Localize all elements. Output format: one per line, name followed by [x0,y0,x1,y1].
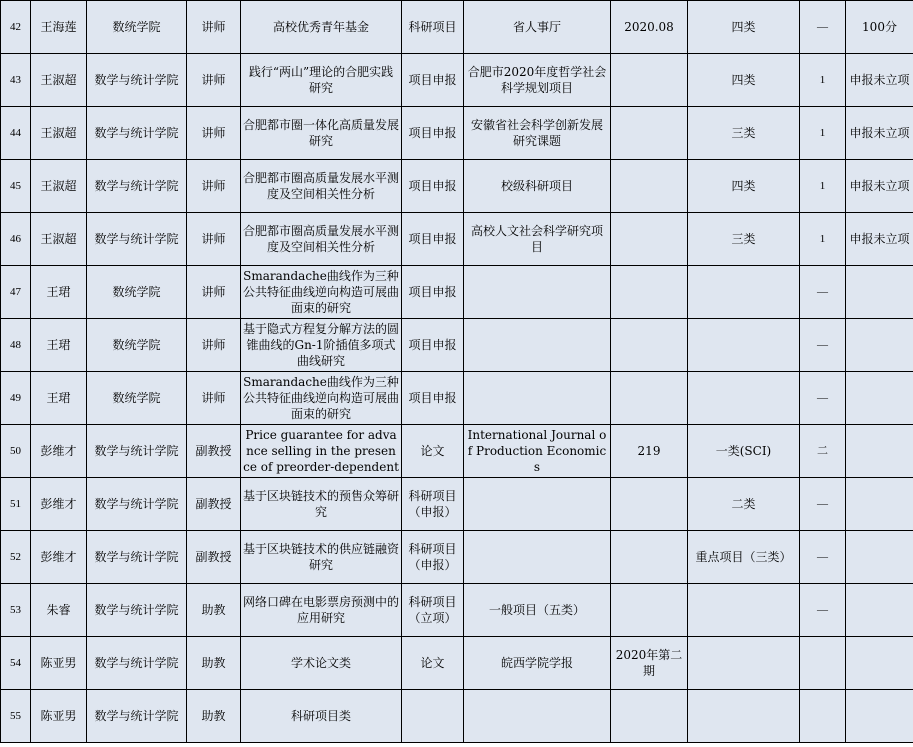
cell-source [464,372,611,425]
cell-level [688,584,800,637]
cell-remark [846,531,913,584]
cell-date [611,584,688,637]
cell-no: 48 [1,319,31,372]
cell-date [611,319,688,372]
cell-date: 2020.08 [611,1,688,54]
cell-project: 基于区块链技术的预售众筹研究 [241,478,402,531]
table-row [1,107,913,160]
cell-college: 数学与统计学院 [87,107,187,160]
cell-title: 讲师 [187,266,241,319]
cell-no: 47 [1,266,31,319]
cell-level [688,319,800,372]
cell-type: 科研项目（申报） [402,531,464,584]
table-row [1,319,913,372]
cell-type: 科研项目（立项） [402,584,464,637]
cell-college: 数学与统计学院 [87,531,187,584]
cell-name: 王淑超 [31,213,87,266]
cell-count [800,637,846,690]
cell-college: 数学与统计学院 [87,425,187,478]
cell-date [611,266,688,319]
table-row [1,372,913,425]
cell-type [402,690,464,743]
cell-level [688,637,800,690]
cell-date [611,690,688,743]
cell-project: 科研项目类 [241,690,402,743]
cell-date: 219 [611,425,688,478]
cell-source [464,690,611,743]
cell-date [611,213,688,266]
cell-level: 四类 [688,1,800,54]
table-row [1,637,913,690]
cell-name: 王珺 [31,266,87,319]
cell-name: 陈亚男 [31,637,87,690]
table-row [1,478,913,531]
cell-project: 合肥都市圈一体化高质量发展研究 [241,107,402,160]
cell-college: 数学与统计学院 [87,478,187,531]
cell-level: 三类 [688,213,800,266]
cell-college: 数学与统计学院 [87,160,187,213]
cell-level: 四类 [688,160,800,213]
cell-count: — [800,478,846,531]
cell-type: 项目申报 [402,213,464,266]
cell-remark: 申报未立项 [846,160,913,213]
cell-type: 项目申报 [402,372,464,425]
cell-title: 讲师 [187,160,241,213]
cell-date: 2020年第二期 [611,637,688,690]
cell-title: 助教 [187,584,241,637]
table-row [1,213,913,266]
table-row [1,1,913,54]
cell-count: 1 [800,107,846,160]
cell-date [611,478,688,531]
cell-remark [846,266,913,319]
cell-project: 基于区块链技术的供应链融资研究 [241,531,402,584]
cell-no: 52 [1,531,31,584]
cell-project: 践行“两山”理论的合肥实践研究 [241,54,402,107]
cell-name: 王珺 [31,319,87,372]
cell-college: 数统学院 [87,266,187,319]
cell-name: 王淑超 [31,160,87,213]
cell-project: 学术论文类 [241,637,402,690]
cell-college: 数学与统计学院 [87,584,187,637]
cell-remark [846,372,913,425]
cell-count: — [800,531,846,584]
cell-title: 副教授 [187,478,241,531]
cell-project: 高校优秀青年基金 [241,1,402,54]
cell-level: 三类 [688,107,800,160]
cell-count: — [800,584,846,637]
cell-count [800,690,846,743]
cell-level: 四类 [688,54,800,107]
cell-name: 彭维才 [31,478,87,531]
cell-date [611,54,688,107]
cell-type: 项目申报 [402,54,464,107]
cell-project: 基于隐式方程复分解方法的圆锥曲线的Gn-1阶插值多项式曲线研究 [241,319,402,372]
cell-count: 二 [800,425,846,478]
cell-level: 二类 [688,478,800,531]
cell-project: 合肥都市圈高质量发展水平测度及空间相关性分析 [241,160,402,213]
table-row [1,160,913,213]
cell-source [464,478,611,531]
cell-college: 数统学院 [87,1,187,54]
cell-count: — [800,1,846,54]
cell-no: 46 [1,213,31,266]
cell-source: 校级科研项目 [464,160,611,213]
cell-count: 1 [800,54,846,107]
cell-title: 助教 [187,637,241,690]
cell-source: 高校人文社会科学研究项目 [464,213,611,266]
cell-no: 44 [1,107,31,160]
cell-no: 43 [1,54,31,107]
cell-title: 讲师 [187,372,241,425]
cell-source: 一般项目（五类） [464,584,611,637]
cell-source: International Journal of Production Economics [464,425,611,478]
cell-title: 讲师 [187,213,241,266]
table-row [1,584,913,637]
cell-remark: 申报未立项 [846,54,913,107]
cell-remark: 申报未立项 [846,213,913,266]
cell-no: 45 [1,160,31,213]
cell-source: 省人事厅 [464,1,611,54]
cell-college: 数统学院 [87,372,187,425]
cell-title: 讲师 [187,54,241,107]
table-row [1,690,913,743]
cell-no: 42 [1,1,31,54]
cell-remark: 申报未立项 [846,107,913,160]
cell-title: 讲师 [187,1,241,54]
cell-level [688,266,800,319]
cell-type: 论文 [402,425,464,478]
cell-no: 51 [1,478,31,531]
cell-source: 皖西学院学报 [464,637,611,690]
cell-project: Smarandache曲线作为三种公共特征曲线逆向构造可展曲面束的研究 [241,372,402,425]
cell-name: 王淑超 [31,54,87,107]
cell-no: 50 [1,425,31,478]
table-row [1,54,913,107]
cell-title: 讲师 [187,107,241,160]
cell-level [688,690,800,743]
cell-level: 一类(SCI) [688,425,800,478]
cell-remark [846,584,913,637]
cell-no: 54 [1,637,31,690]
cell-title: 副教授 [187,531,241,584]
table-row [1,531,913,584]
cell-remark [846,690,913,743]
cell-title: 助教 [187,690,241,743]
cell-title: 讲师 [187,319,241,372]
cell-remark [846,637,913,690]
cell-count: — [800,372,846,425]
cell-remark [846,319,913,372]
cell-name: 彭维才 [31,531,87,584]
table-row [1,425,913,478]
cell-name: 朱睿 [31,584,87,637]
cell-type: 科研项目（申报） [402,478,464,531]
cell-type: 项目申报 [402,266,464,319]
cell-college: 数学与统计学院 [87,690,187,743]
cell-project: Smarandache曲线作为三种公共特征曲线逆向构造可展曲面束的研究 [241,266,402,319]
cell-type: 科研项目 [402,1,464,54]
cell-project: 合肥都市圈高质量发展水平测度及空间相关性分析 [241,213,402,266]
cell-level [688,372,800,425]
cell-count: 1 [800,213,846,266]
cell-remark [846,478,913,531]
cell-college: 数统学院 [87,319,187,372]
cell-project: Price guarantee for advance selling in the presence of preorder-dependent [241,425,402,478]
cell-title: 副教授 [187,425,241,478]
cell-type: 项目申报 [402,319,464,372]
cell-project: 网络口碑在电影票房预测中的应用研究 [241,584,402,637]
cell-college: 数学与统计学院 [87,213,187,266]
cell-count: 1 [800,160,846,213]
cell-college: 数学与统计学院 [87,54,187,107]
cell-no: 49 [1,372,31,425]
cell-source [464,266,611,319]
cell-source: 安徽省社会科学创新发展研究课题 [464,107,611,160]
cell-date [611,531,688,584]
cell-level: 重点项目（三类） [688,531,800,584]
table-row [1,266,913,319]
cell-name: 王淑超 [31,107,87,160]
cell-college: 数学与统计学院 [87,637,187,690]
cell-name: 王珺 [31,372,87,425]
cell-no: 53 [1,584,31,637]
cell-date [611,160,688,213]
cell-type: 论文 [402,637,464,690]
cell-count: — [800,266,846,319]
cell-date [611,107,688,160]
cell-no: 55 [1,690,31,743]
cell-source [464,319,611,372]
cell-type: 项目申报 [402,107,464,160]
cell-type: 项目申报 [402,160,464,213]
cell-count: — [800,319,846,372]
cell-remark: 100分 [846,1,913,54]
cell-name: 彭维才 [31,425,87,478]
cell-name: 陈亚男 [31,690,87,743]
cell-source [464,531,611,584]
cell-source: 合肥市2020年度哲学社会科学规划项目 [464,54,611,107]
cell-name: 王海莲 [31,1,87,54]
cell-remark [846,425,913,478]
cell-date [611,372,688,425]
